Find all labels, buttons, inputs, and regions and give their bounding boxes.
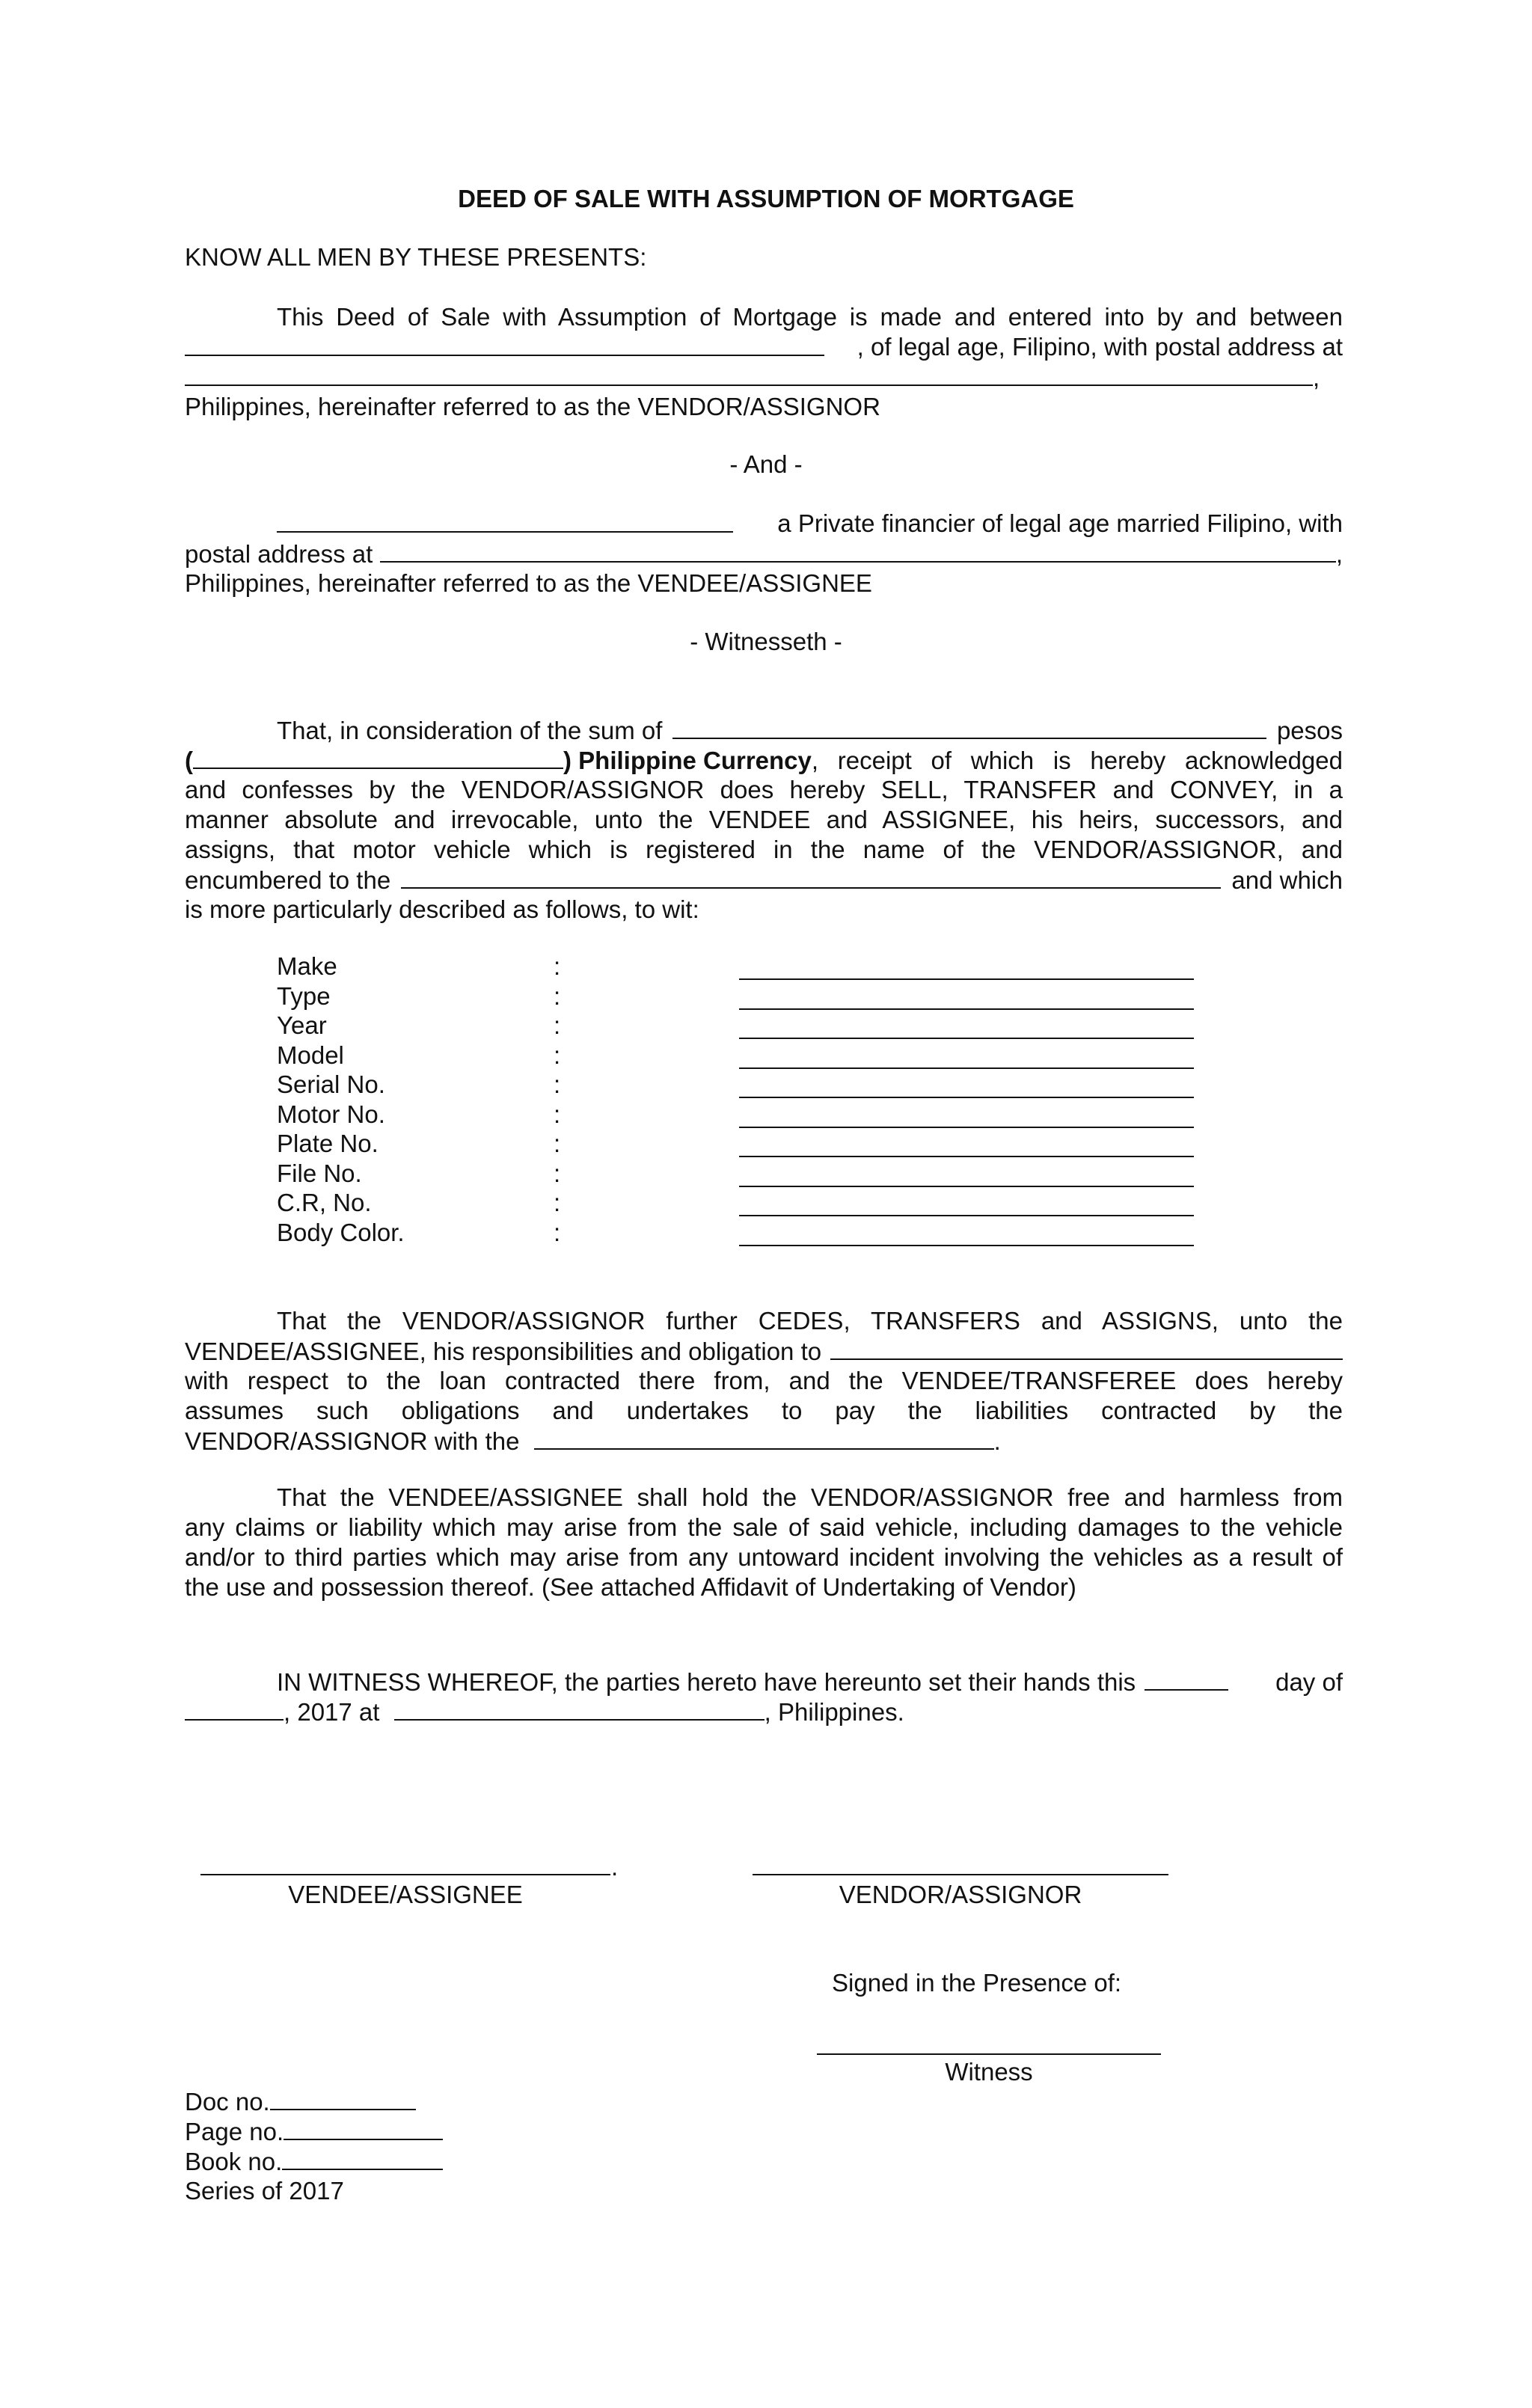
cedes-line-5-prefix: VENDOR/ASSIGNOR with the — [185, 1427, 520, 1455]
cedes-line-2 — [185, 1336, 1343, 1366]
vehicle-field-row — [277, 1100, 1212, 1130]
vehicle-field-blank — [739, 987, 1194, 1010]
vehicle-field-row — [277, 1159, 1212, 1189]
vehicle-field-colon: : — [554, 1219, 561, 1246]
vehicle-field-row — [277, 1011, 1212, 1041]
cedes-paragraph — [185, 1306, 1343, 1456]
vehicle-field-colon: : — [554, 1041, 561, 1069]
vehicle-field-row — [277, 952, 1212, 981]
page-no-line — [185, 2116, 443, 2146]
witness-whereof-line-2 — [185, 1697, 1343, 1727]
consideration-line-1-prefix: That, in consideration of the sum of — [277, 717, 663, 744]
witness-whereof-line-2-mid: , 2017 at — [284, 1698, 380, 1726]
vendor-signature-line — [753, 1874, 1168, 1875]
vehicle-field-label: Type — [277, 982, 331, 1010]
lender-blank — [534, 1426, 994, 1450]
vendor-line-2 — [185, 332, 1343, 362]
sum-words-blank — [672, 715, 1266, 739]
hold-harmless-line-2: any claims or liability which may arise from the sale of said vehicle, including damages to the vehicle — [185, 1513, 1343, 1541]
mortgagee-blank — [401, 865, 1221, 889]
vehicle-field-blank — [739, 1047, 1194, 1069]
vehicle-field-label: Body Color. — [277, 1219, 405, 1246]
cedes-line-3: with respect to the loan contracted there from, and the VENDEE/TRANSFEREE does hereby — [185, 1367, 1343, 1394]
vendor-line-1: This Deed of Sale with Assumption of Mortgage is made and entered into by and between — [277, 303, 1343, 331]
sum-open-paren: ( — [185, 747, 193, 774]
consideration-line-3: and confesses by the VENDOR/ASSIGNOR does hereby SELL, TRANSFER and CONVEY, in a — [185, 776, 1343, 803]
witness-signature-line — [817, 2053, 1161, 2055]
witnesseth-heading: - Witnesseth - — [690, 628, 842, 655]
vehicle-field-blank — [739, 1194, 1194, 1216]
witness-whereof-line-1-suffix: day of — [1275, 1668, 1343, 1696]
vendee-name-blank — [277, 509, 733, 533]
signed-presence-label: Signed in the Presence of: — [832, 1969, 1122, 1997]
doc-no-line — [185, 2086, 443, 2116]
and-separator: - And - — [729, 450, 803, 478]
consideration-line-1-suffix: pesos — [1276, 717, 1343, 744]
vendee-address-blank — [380, 539, 1336, 563]
vehicle-field-colon: : — [554, 1011, 561, 1039]
vehicle-field-colon: : — [554, 1189, 561, 1216]
vehicle-field-label: Model — [277, 1041, 344, 1069]
vehicle-field-label: Year — [277, 1011, 327, 1039]
vehicle-field-blank — [739, 1106, 1194, 1128]
cedes-line-1: That the VENDOR/ASSIGNOR further CEDES, TRANSFERS and ASSIGNS, unto the — [277, 1307, 1343, 1335]
vehicle-field-colon: : — [554, 1159, 561, 1187]
book-no-line — [185, 2146, 443, 2176]
series-line: Series of 2017 — [185, 2177, 344, 2205]
consideration-line-2 — [185, 745, 1343, 775]
cedes-line-4: assumes such obligations and undertakes to pay the liabilities contracted by the — [185, 1397, 1343, 1424]
currency-label: ) Philippine Currency — [563, 747, 812, 774]
intro-heading: KNOW ALL MEN BY THESE PRESENTS: — [185, 243, 647, 271]
book-no-label: Book no. — [185, 2148, 283, 2175]
page-no-blank — [284, 2116, 443, 2140]
consideration-line-6-prefix: encumbered to the — [185, 866, 391, 894]
vehicle-field-blank — [739, 1165, 1194, 1187]
vendee-signature-line — [200, 1874, 610, 1875]
vendor-signature-label: VENDOR/ASSIGNOR — [839, 1881, 1082, 1908]
doc-no-blank — [270, 2086, 416, 2110]
vehicle-field-label: Plate No. — [277, 1130, 379, 1157]
vehicle-field-row — [277, 1218, 1212, 1248]
cedes-line-5-end: . — [993, 1427, 1001, 1455]
vehicle-field-label: Make — [277, 952, 337, 980]
vendor-line-4: Philippines, hereinafter referred to as the VENDOR/ASSIGNOR — [185, 393, 880, 420]
vehicle-field-label: Serial No. — [277, 1070, 385, 1098]
vendor-line-2-text: , of legal age, Filipino, with postal address at — [857, 333, 1343, 361]
vendee-line-1 — [185, 509, 1343, 539]
day-blank — [1145, 1667, 1228, 1691]
notarial-block — [185, 2086, 443, 2206]
vehicle-field-row — [277, 981, 1212, 1011]
page-no-label: Page no. — [185, 2118, 284, 2145]
vendor-line-3 — [185, 362, 1343, 392]
consideration-line-6-suffix: and which — [1231, 866, 1343, 894]
vehicle-field-row — [277, 1070, 1212, 1100]
vehicle-field-row — [277, 1188, 1212, 1218]
vendor-address-blank — [185, 362, 1313, 386]
vehicle-field-row — [277, 1041, 1212, 1070]
vehicle-field-blank — [739, 1076, 1194, 1098]
vendee-line-3: Philippines, hereinafter referred to as the VENDEE/ASSIGNEE — [185, 569, 872, 597]
sum-figures-blank — [193, 745, 563, 769]
vehicle-field-colon: : — [554, 1130, 561, 1157]
place-blank — [394, 1697, 765, 1721]
vendor-name-blank — [185, 332, 824, 356]
vendee-line-2-prefix: postal address at — [185, 540, 373, 568]
cedes-line-2-prefix: VENDEE/ASSIGNEE, his responsibilities and obligation to — [185, 1338, 822, 1365]
vendee-line-1-text: a Private financier of legal age married Filipino, with — [777, 509, 1343, 537]
vehicle-field-label: File No. — [277, 1159, 362, 1187]
month-blank — [185, 1697, 284, 1721]
book-no-blank — [282, 2146, 443, 2170]
doc-no-label: Doc no. — [185, 2088, 270, 2116]
consideration-line-7: is more particularly described as follows, to wit: — [185, 895, 699, 923]
hold-harmless-paragraph — [185, 1483, 1343, 1602]
witness-whereof-line-1-prefix: IN WITNESS WHEREOF, the parties hereto have hereunto set their hands this — [277, 1668, 1136, 1696]
consideration-line-2-rest: , receipt of which is hereby acknowledged — [811, 747, 1343, 774]
vehicle-field-colon: : — [554, 1100, 561, 1128]
vendee-signature-dot: . — [611, 1853, 619, 1881]
vendee-paragraph — [185, 509, 1343, 598]
vehicle-field-label: Motor No. — [277, 1100, 385, 1128]
witness-whereof-line-1 — [185, 1667, 1343, 1697]
witness-whereof-paragraph — [185, 1667, 1343, 1727]
vendor-line-3-end: , — [1313, 364, 1320, 391]
witness-whereof-line-2-end: , Philippines. — [764, 1698, 904, 1726]
cedes-line-5 — [185, 1426, 1343, 1456]
vehicle-field-label: C.R, No. — [277, 1189, 372, 1216]
vehicle-field-blank — [739, 1224, 1194, 1246]
witness-label: Witness — [945, 2058, 1033, 2086]
hold-harmless-line-3: and/or to third parties which may arise from any untoward incident involving the vehicles as a result of — [185, 1543, 1343, 1571]
vehicle-field-blank — [739, 1017, 1194, 1039]
obligation-blank — [830, 1336, 1343, 1360]
vendee-line-2 — [185, 539, 1343, 569]
consideration-paragraph — [185, 715, 1343, 925]
vehicle-field-row — [277, 1129, 1212, 1159]
vendee-signature-label: VENDEE/ASSIGNEE — [288, 1881, 523, 1908]
consideration-line-5: assigns, that motor vehicle which is registered in the name of the VENDOR/ASSIGNOR, and — [185, 836, 1343, 863]
vehicle-field-blank — [739, 958, 1194, 980]
consideration-line-4: manner absolute and irrevocable, unto the VENDEE and ASSIGNEE, his heirs, successors, and — [185, 806, 1343, 833]
consideration-line-6 — [185, 865, 1343, 895]
vehicle-field-colon: : — [554, 982, 561, 1010]
vendor-paragraph — [185, 302, 1343, 422]
consideration-line-1 — [185, 715, 1343, 745]
vendee-line-2-end: , — [1335, 540, 1343, 568]
document-title: DEED OF SALE WITH ASSUMPTION OF MORTGAGE — [458, 185, 1074, 212]
vehicle-field-colon: : — [554, 1070, 561, 1098]
vehicle-field-colon: : — [554, 952, 561, 980]
hold-harmless-line-4: the use and possession thereof. (See attached Affidavit of Undertaking of Vendor) — [185, 1573, 1076, 1601]
hold-harmless-line-1: That the VENDEE/ASSIGNEE shall hold the VENDOR/ASSIGNOR free and harmless from — [277, 1483, 1343, 1511]
vehicle-field-blank — [739, 1135, 1194, 1157]
